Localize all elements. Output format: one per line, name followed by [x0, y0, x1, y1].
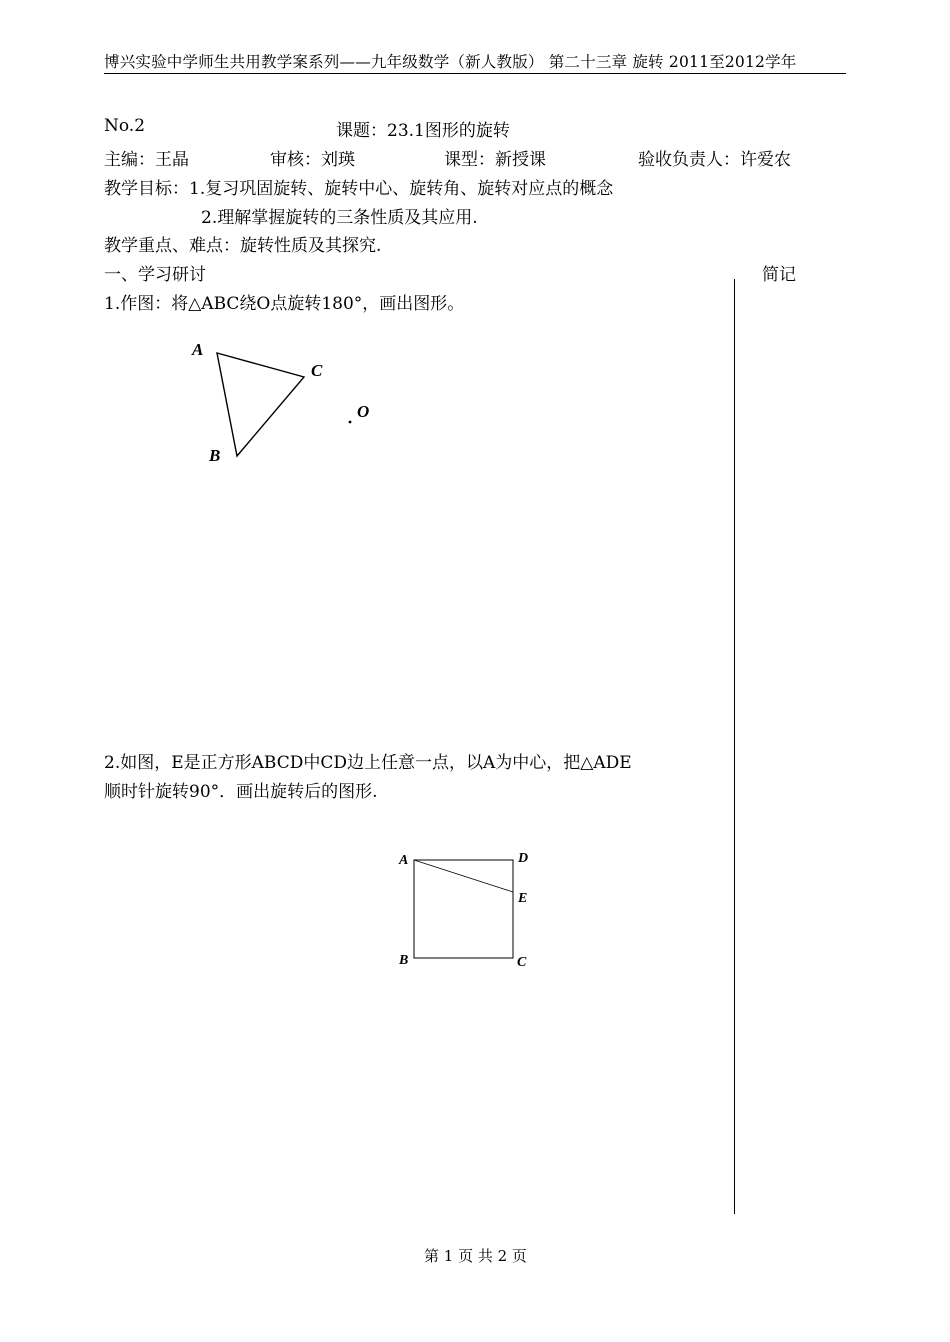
label-b: B — [209, 446, 221, 465]
label-c: C — [517, 955, 527, 970]
header-rule — [104, 73, 846, 74]
lesson-number: No.2 — [104, 116, 146, 136]
label-a: A — [192, 340, 204, 359]
question-2-line-2: 顺时针旋转90°．画出旋转后的图形. — [104, 782, 378, 802]
question-2-line-1: 2.如图，E是正方形ABCD中CD边上任意一点，以A为中心，把△ADE — [104, 753, 632, 773]
lesson-reviewer: 审核：刘瑛 — [270, 150, 355, 170]
label-e: E — [518, 891, 528, 906]
label-b: B — [399, 953, 409, 968]
page-footer: 第 1 页 共 2 页 — [424, 1247, 527, 1265]
label-o: O — [357, 402, 370, 421]
teaching-goal-1: 教学目标：1.复习巩固旋转、旋转中心、旋转角、旋转对应点的概念 — [104, 179, 614, 199]
square-figure — [390, 845, 550, 975]
section-title: 一、学习研讨 — [104, 265, 206, 285]
question-1-text: 1.作图：将△ABC绕O点旋转180°，画出图形。 — [104, 294, 465, 314]
triangle-figure — [180, 330, 380, 470]
page-header: 博兴实验中学师生共用教学案系列——九年级数学（新人教版） 第二十三章 旋转 2011至2012学年 — [104, 53, 797, 71]
triangle-abc — [217, 353, 304, 456]
lesson-editor: 主编：王晶 — [104, 150, 189, 170]
square-abcd — [414, 860, 513, 958]
label-c: C — [311, 361, 323, 380]
lesson-inspector: 验收负责人：许爱农 — [638, 150, 791, 170]
label-d: D — [518, 851, 529, 866]
notes-column-label: 简记 — [762, 265, 796, 285]
teaching-goal-2: 2.理解掌握旋转的三条性质及其应用. — [201, 208, 478, 228]
notes-divider — [734, 279, 735, 1214]
segment-ae — [414, 860, 513, 892]
point-o — [349, 421, 352, 424]
label-a: A — [399, 853, 409, 868]
lesson-topic: 课题：23.1图形的旋转 — [336, 121, 510, 141]
lesson-type: 课型：新授课 — [444, 150, 546, 170]
key-points: 教学重点、难点：旋转性质及其探究. — [104, 236, 382, 256]
